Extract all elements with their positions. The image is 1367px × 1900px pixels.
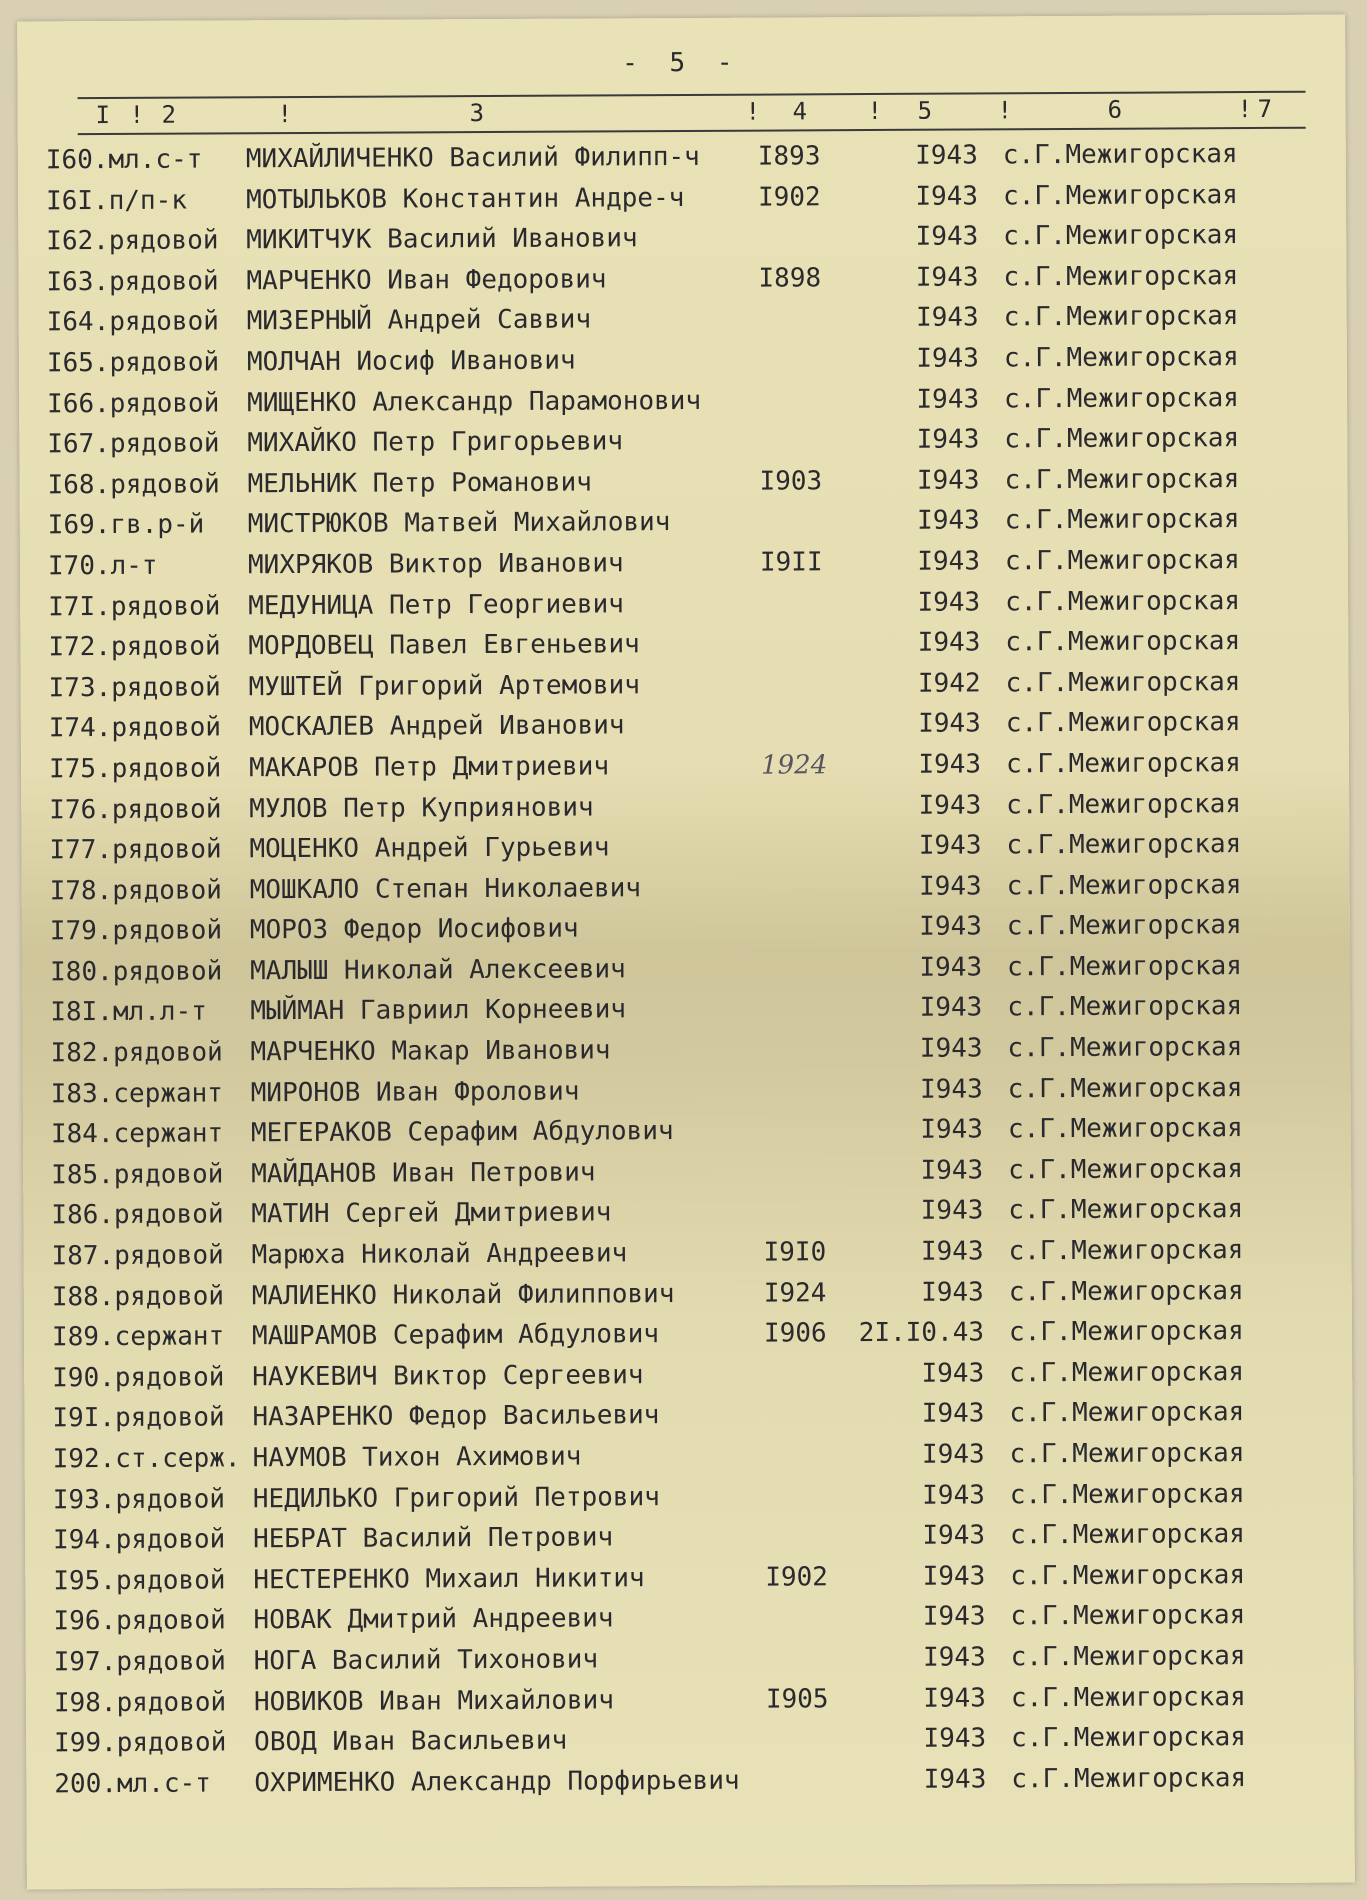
row-full-name: ОВОД Иван Васильевич [254, 1725, 568, 1758]
row-burial-place: с.Г.Межигорская [1006, 788, 1242, 820]
row-number-rank: I83.сержант [50, 1078, 223, 1109]
table-row [23, 1231, 1351, 1279]
row-death-date: I943 [920, 1114, 984, 1146]
row-burial-place: с.Г.Межигорская [1009, 1397, 1245, 1429]
table-row [20, 622, 1348, 670]
row-number-rank: I92.ст.серж. [52, 1443, 241, 1475]
row-birth-year: 1924 [760, 750, 828, 781]
table-row [23, 1190, 1351, 1238]
row-burial-place: с.Г.Межигорская [1010, 1559, 1246, 1592]
row-death-date: I943 [919, 952, 983, 983]
row-burial-place: с.Г.Межигорская [1008, 1194, 1244, 1226]
row-number-rank: I64.рядовой [46, 306, 219, 338]
row-number-rank: I79.рядовой [49, 915, 223, 947]
row-death-date: I943 [919, 911, 982, 943]
row-full-name: МОЛЧАН Иосиф Иванович [246, 345, 576, 378]
row-death-date: I943 [916, 424, 980, 455]
row-full-name: МЫЙМАН Гавриил Корнеевич [250, 994, 627, 1027]
row-burial-place: с.Г.Межигорская [1003, 260, 1239, 293]
row-full-name: МАКАРОВ Петр Дмитриевич [248, 751, 610, 784]
row-full-name: ОХРИМЕНКО Александр Порфирьевич [254, 1765, 740, 1799]
table-row [21, 784, 1349, 832]
row-number-rank: I9I.рядовой [52, 1402, 225, 1434]
row-full-name: МАЛИЕНКО Николай Филиппович [251, 1278, 675, 1311]
row-number-rank: I84.сержант [50, 1118, 224, 1150]
table-row [26, 1677, 1354, 1725]
row-burial-place: с.Г.Межигорская [1004, 463, 1240, 496]
table-row [19, 419, 1347, 467]
row-number-rank: I82.рядовой [50, 1037, 223, 1069]
row-number-rank: I74.рядовой [48, 712, 222, 744]
column-separator: ! [867, 96, 883, 126]
row-burial-place: с.Г.Межигорская [1004, 545, 1240, 577]
table-row [19, 459, 1347, 507]
row-burial-place: с.Г.Межигорская [1006, 829, 1242, 861]
row-number-rank: I95.рядовой [53, 1565, 226, 1597]
row-number-rank: I94.рядовой [52, 1524, 226, 1556]
row-number-rank: I97.рядовой [53, 1646, 226, 1678]
row-full-name: НОГА Василий Тихонович [253, 1644, 599, 1677]
row-number-rank: I87.рядовой [51, 1240, 224, 1272]
row-full-name: МАЛЫШ Николай Алексеевич [250, 954, 626, 987]
table-row [22, 946, 1350, 994]
row-number-rank: I85.рядовой [51, 1159, 224, 1191]
table-row [24, 1352, 1352, 1400]
column-header: I [95, 101, 111, 130]
row-birth-year: I9II [759, 547, 823, 578]
row-birth-year: I902 [765, 1562, 828, 1593]
row-death-date: I943 [918, 789, 982, 821]
row-burial-place: с.Г.Межигорская [1009, 1438, 1245, 1470]
table-row [25, 1555, 1353, 1603]
row-burial-place: с.Г.Межигорская [1006, 869, 1242, 902]
row-death-date: I943 [921, 1277, 984, 1308]
row-number-rank: I70.л-т [47, 550, 158, 582]
row-full-name: МАЙДАНОВ Иван Петрович [251, 1157, 596, 1190]
table-row [20, 500, 1348, 548]
row-number-rank: I63.рядовой [46, 266, 219, 298]
row-death-date: I943 [922, 1520, 986, 1551]
row-birth-year: I9I0 [763, 1237, 827, 1268]
row-number-rank: I80.рядовой [50, 956, 223, 988]
row-number-rank: I93.рядовой [52, 1484, 226, 1515]
row-number-rank: I90.рядовой [52, 1362, 225, 1394]
table-row [21, 662, 1349, 710]
row-death-date: I943 [918, 708, 981, 740]
row-burial-place: с.Г.Межигорская [1009, 1478, 1245, 1510]
row-number-rank: I6I.п/п-к [45, 185, 188, 216]
row-death-date: I943 [916, 465, 980, 496]
row-death-date: I943 [915, 140, 978, 171]
table-row [25, 1596, 1353, 1644]
row-number-rank: I73.рядовой [48, 672, 221, 704]
table-row [26, 1758, 1354, 1806]
row-burial-place: с.Г.Межигорская [1010, 1600, 1246, 1632]
row-death-date: I943 [921, 1439, 985, 1470]
row-full-name: МОШКАЛО Степан Николаевич [249, 872, 642, 905]
row-number-rank: I98.рядовой [53, 1686, 227, 1718]
table-row [22, 1028, 1350, 1076]
row-number-rank: I89.сержант [51, 1321, 225, 1353]
column-separator: ! [1237, 95, 1253, 124]
row-number-rank: I75.рядовой [48, 753, 222, 785]
row-death-date: I943 [923, 1764, 987, 1795]
row-burial-place: с.Г.Межигорская [1009, 1519, 1245, 1551]
table-row [20, 540, 1348, 588]
table-row [26, 1718, 1354, 1766]
row-burial-place: с.Г.Межигорская [1006, 910, 1242, 942]
row-burial-place: с.Г.Межигорская [1011, 1722, 1247, 1754]
table-row [25, 1515, 1353, 1563]
row-number-rank: I62.рядовой [46, 225, 219, 257]
row-death-date: I943 [921, 1358, 985, 1389]
row-full-name: МИЩЕНКО Александр Парамонович [247, 385, 702, 418]
row-full-name: МАРЧЕНКО Макар Иванович [250, 1035, 611, 1068]
table-row [26, 1636, 1354, 1684]
row-full-name: НЕСТЕРЕНКО Михаил Никитич [253, 1563, 645, 1596]
row-burial-place: с.Г.Межигорская [1005, 626, 1241, 658]
page-number: - 5 - [622, 47, 741, 79]
row-burial-place: с.Г.Межигорская [1008, 1235, 1244, 1267]
row-burial-place: с.Г.Межигорская [1005, 585, 1241, 617]
row-birth-year: I893 [757, 141, 821, 172]
row-death-date: I943 [922, 1561, 986, 1592]
row-full-name: МОЦЕНКО Андрей Гурьевич [249, 832, 610, 865]
row-burial-place: с.Г.Межигорская [1010, 1681, 1246, 1713]
row-full-name: МЕЛЬНИК Петр Романович [247, 467, 592, 500]
row-burial-place: с.Г.Межигорская [1007, 991, 1243, 1023]
column-separator: ! [745, 97, 761, 126]
table-row [18, 175, 1346, 223]
row-death-date: I943 [919, 992, 983, 1024]
row-full-name: МИСТРЮКОВ Матвей Михайлович [247, 507, 671, 540]
row-number-rank: I65.рядовой [46, 347, 220, 379]
row-full-name: НАУМОВ Тихон Ахимович [252, 1441, 582, 1474]
row-full-name: НАУКЕВИЧ Виктор Сергеевич [252, 1360, 644, 1393]
record-list [18, 135, 1355, 1806]
column-header: 6 [1107, 95, 1123, 124]
row-death-date: I943 [921, 1398, 985, 1430]
table-row [20, 581, 1348, 629]
table-row [19, 378, 1347, 426]
row-death-date: I943 [917, 505, 980, 537]
table-row [25, 1474, 1353, 1522]
row-full-name: МИХАЙКО Петр Григорьевич [247, 426, 624, 459]
column-separator: ! [129, 100, 145, 129]
column-header: 7 [1257, 94, 1273, 123]
row-burial-place: с.Г.Межигорская [1005, 707, 1241, 739]
row-death-date: I943 [917, 586, 981, 618]
table-row [24, 1271, 1352, 1319]
row-number-rank: I67.рядовой [47, 428, 220, 460]
row-death-date: I943 [917, 546, 981, 577]
row-birth-year: I906 [763, 1318, 827, 1349]
row-death-date: I943 [920, 1155, 984, 1186]
row-death-date: I943 [915, 262, 979, 293]
column-separator: ! [997, 96, 1013, 125]
table-row [21, 743, 1349, 791]
row-burial-place: с.Г.Межигорская [1010, 1641, 1246, 1673]
row-number-rank: I77.рядовой [49, 834, 222, 866]
row-full-name: МОРОЗ Федор Иосифович [249, 913, 579, 946]
row-full-name: МАРЧЕНКО Иван Федорович [246, 264, 607, 297]
row-full-name: МУШТЕЙ Григорий Артемович [248, 669, 641, 703]
row-burial-place: с.Г.Межигорская [1002, 179, 1238, 211]
row-burial-place: с.Г.Межигорская [1005, 666, 1241, 699]
row-full-name: МОСКАЛЕВ Андрей Иванович [248, 710, 625, 743]
row-full-name: МОТЫЛЬКОВ Константин Андре-ч [245, 182, 685, 215]
row-full-name: МАШРАМОВ Серафим Абдулович [251, 1319, 660, 1352]
row-death-date: I943 [918, 749, 982, 780]
row-full-name: НОВИКОВ Иван Михайлович [253, 1684, 615, 1717]
row-birth-year: I898 [758, 263, 822, 294]
table-row [25, 1434, 1353, 1482]
document-page [17, 15, 1355, 1890]
row-death-date: I943 [922, 1601, 986, 1633]
row-burial-place: с.Г.Межигорская [1007, 950, 1242, 983]
row-full-name: МОРДОВЕЦ Павел Евгеньевич [248, 629, 640, 662]
row-birth-year: I924 [763, 1277, 827, 1309]
row-death-date: I942 [917, 668, 981, 699]
row-burial-place: с.Г.Межигорская [1007, 1072, 1243, 1104]
row-number-rank: I60.мл.с-т [45, 144, 203, 176]
row-full-name: МАТИН Сергей Дмитриевич [251, 1197, 612, 1230]
row-number-rank: I72.рядовой [48, 631, 221, 663]
row-burial-place: с.Г.Межигорская [1002, 139, 1238, 171]
row-death-date: I943 [918, 871, 982, 902]
row-burial-place: с.Г.Межигорская [1004, 382, 1239, 414]
row-death-date: I943 [915, 302, 979, 334]
table-row [23, 1068, 1351, 1116]
row-burial-place: с.Г.Межигорская [1011, 1762, 1247, 1795]
row-full-name: НЕБРАТ Василий Петрович [252, 1522, 614, 1555]
row-burial-place: с.Г.Межигорская [1009, 1356, 1245, 1389]
column-header-row [78, 95, 1306, 131]
table-row [22, 987, 1350, 1035]
table-row [24, 1312, 1352, 1360]
row-number-rank: I7I.рядовой [48, 590, 221, 622]
row-full-name: МЕГЕРАКОВ Серафим Абдулович [250, 1116, 674, 1149]
table-row [19, 297, 1347, 345]
row-number-rank: I66.рядовой [47, 387, 220, 419]
row-number-rank: I86.рядовой [51, 1199, 224, 1231]
row-death-date: I943 [915, 221, 979, 252]
row-burial-place: с.Г.Межигорская [1003, 220, 1239, 252]
row-full-name: МИРОНОВ Иван Фролович [250, 1076, 580, 1108]
row-death-date: I943 [916, 384, 980, 415]
row-number-rank: I69.гв.р-й [47, 509, 205, 541]
row-burial-place: с.Г.Межигорская [1003, 342, 1239, 374]
row-full-name: НЕДИЛЬКО Григорий Петрович [252, 1481, 660, 1514]
row-full-name: МИХАЙЛИЧЕНКО Василий Филипп-ч [245, 141, 700, 175]
row-full-name: МИХРЯКОВ Виктор Иванович [247, 548, 624, 581]
table-row [23, 1149, 1351, 1197]
row-burial-place: с.Г.Межигорская [1008, 1316, 1244, 1348]
row-death-date: I943 [916, 343, 979, 374]
table-row [22, 906, 1350, 954]
row-full-name: Марюха Николай Андреевич [251, 1238, 628, 1271]
row-birth-year: I905 [765, 1683, 829, 1715]
row-number-rank: I8I.мл.л-т [50, 996, 207, 1028]
row-full-name: МИЗЕРНЫЙ Андрей Саввич [246, 304, 592, 337]
table-row [21, 703, 1349, 751]
row-full-name: МИКИТЧУК Василий Иванович [246, 223, 638, 256]
column-header: 4 [792, 97, 808, 126]
row-death-date: I943 [917, 627, 981, 658]
row-full-name: МЕДУНИЦА Петр Георгиевич [248, 588, 624, 621]
row-number-rank: I99.рядовой [54, 1727, 227, 1759]
row-burial-place: с.Г.Межигорская [1007, 1032, 1243, 1064]
row-number-rank: I68.рядовой [47, 469, 220, 501]
row-number-rank: I96.рядовой [53, 1605, 226, 1637]
table-row [18, 216, 1346, 264]
column-header: 2 [161, 100, 177, 129]
row-death-date: I943 [919, 1033, 983, 1064]
row-death-date: I943 [923, 1683, 986, 1714]
row-number-rank: 200.мл.с-т [54, 1768, 211, 1800]
row-full-name: МУЛОВ Петр Куприянович [249, 791, 594, 824]
row-death-date: I943 [922, 1642, 986, 1673]
row-full-name: НОВАК Дмитрий Андреевич [253, 1603, 614, 1636]
table-row [23, 1109, 1351, 1157]
row-death-date: I943 [922, 1480, 985, 1511]
row-burial-place: с.Г.Межигорская [1008, 1153, 1244, 1186]
row-death-date: I943 [920, 1236, 984, 1267]
row-number-rank: I76.рядовой [49, 793, 222, 825]
row-number-rank: I88.рядовой [51, 1281, 225, 1312]
column-header: 5 [917, 96, 933, 125]
table-row [18, 256, 1346, 304]
row-burial-place: с.Г.Межигорская [1008, 1275, 1244, 1307]
table-row [18, 135, 1346, 183]
row-burial-place: с.Г.Межигорская [1005, 747, 1241, 780]
row-birth-year: I903 [759, 466, 823, 497]
row-full-name: НАЗАРЕНКО Федор Васильевич [252, 1400, 660, 1433]
table-row [21, 825, 1349, 873]
row-death-date: I943 [920, 1195, 984, 1227]
row-birth-year: I902 [757, 181, 821, 213]
row-death-date: I943 [923, 1723, 987, 1754]
row-death-date: 2I.I0.43 [858, 1317, 985, 1349]
row-burial-place: с.Г.Межигорская [1003, 301, 1239, 333]
row-number-rank: I78.рядовой [49, 875, 222, 907]
column-header: 3 [469, 99, 485, 128]
row-burial-place: с.Г.Межигорская [1004, 504, 1240, 536]
row-death-date: I943 [918, 830, 982, 861]
column-separator: ! [277, 100, 293, 129]
table-row [22, 865, 1350, 913]
table-row [19, 338, 1347, 386]
row-burial-place: с.Г.Межигорская [1004, 423, 1240, 455]
row-death-date: I943 [915, 181, 979, 212]
row-burial-place: с.Г.Межигорская [1007, 1113, 1243, 1145]
table-row [24, 1393, 1352, 1441]
row-death-date: I943 [920, 1074, 983, 1105]
